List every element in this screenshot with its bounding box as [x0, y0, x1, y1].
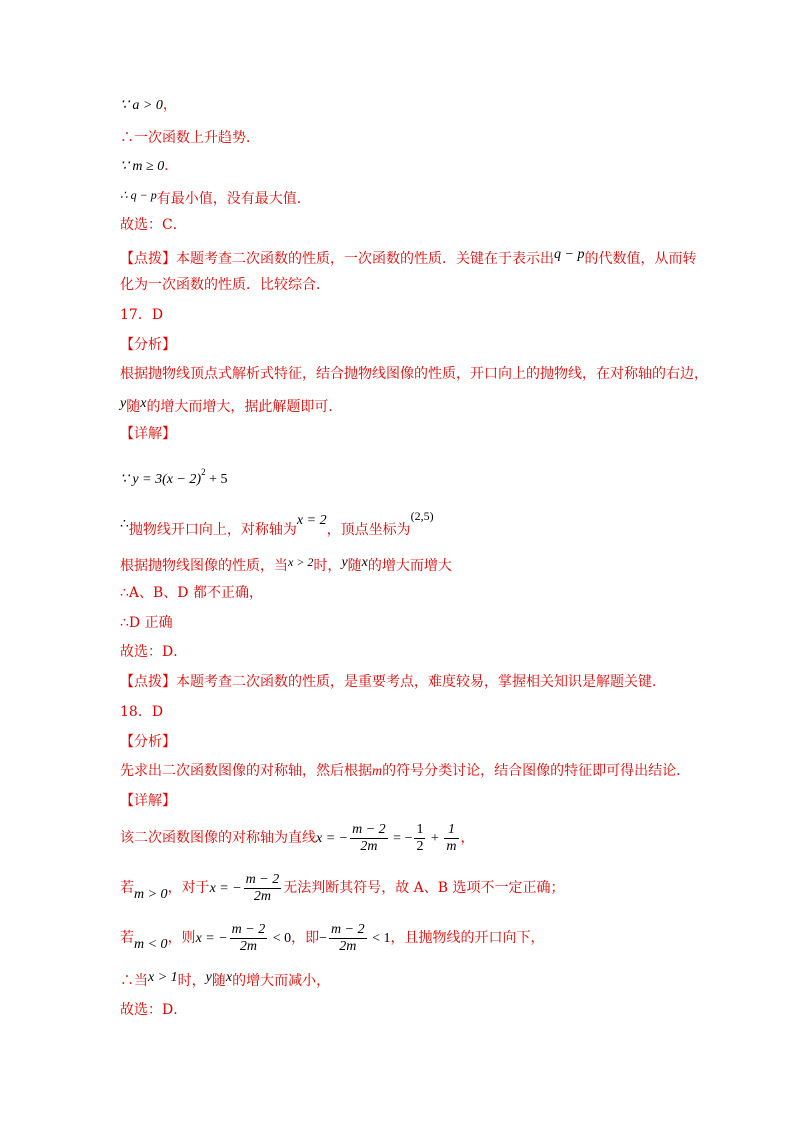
line-3 — [120, 156, 178, 177]
math-eq: = − — [389, 831, 413, 846]
line-7 — [120, 275, 330, 295]
line-19 — [120, 672, 666, 692]
numerator: m − 2 — [245, 871, 280, 887]
fraction — [230, 922, 268, 955]
therefore-symbol: ∴ — [120, 516, 129, 532]
math-q-minus-p: q − p — [554, 247, 585, 262]
var-x: x — [140, 396, 147, 411]
fraction — [444, 822, 458, 855]
text: 的增大而增大 — [367, 558, 452, 574]
denominator: 2m — [360, 838, 378, 854]
heading: 【详解】 — [120, 426, 176, 442]
text: 随 — [126, 399, 141, 415]
math-cond: m > 0 — [134, 887, 168, 902]
text: 若 — [120, 930, 134, 946]
text: 若 — [120, 880, 134, 896]
heading: 【分析】 — [120, 734, 176, 750]
line-17 — [120, 613, 173, 633]
line-28 — [120, 1000, 187, 1020]
denominator: 2 — [416, 838, 424, 854]
text: ，对于 — [167, 880, 210, 896]
math-rel: < 1 — [368, 931, 391, 946]
line-16 — [120, 583, 263, 603]
math-rel: < 0 — [269, 931, 292, 946]
text: 化为一次函数的性质．比较综合． — [120, 277, 330, 293]
heading: 【详解】 — [120, 793, 176, 809]
question-18-answer — [120, 702, 163, 722]
question-17-answer — [120, 305, 163, 325]
line-27 — [120, 968, 330, 991]
math-axis: x = 2 — [296, 513, 327, 528]
text: 有最小值，没有最大值． — [156, 191, 311, 207]
line-1 — [120, 95, 177, 116]
punct: ． — [164, 158, 179, 174]
denominator: 2m — [339, 938, 357, 954]
answer-d: 故选：D． — [120, 1002, 188, 1018]
text: ，顶点坐标为 — [326, 522, 411, 538]
line-13 — [120, 462, 227, 490]
math-lhs: x = − — [195, 931, 228, 946]
line-25 — [120, 870, 565, 913]
var-x: x — [225, 970, 233, 985]
text: 根据抛物线图像的性质，当 — [120, 558, 288, 574]
text: 根据抛物线顶点式解析式特征，结合抛物线图像的性质，开口向上的抛物线，在对称轴的右边， — [120, 366, 708, 382]
math-lhs: x = − — [316, 831, 349, 846]
numerator: m − 2 — [231, 921, 266, 937]
numerator: m − 2 — [331, 921, 365, 937]
math-lhs: x = − — [209, 881, 242, 896]
denominator: 2m — [253, 888, 272, 904]
line-11 — [120, 394, 342, 417]
heading: 【分析】 — [120, 337, 176, 353]
line-10 — [120, 364, 708, 384]
section-detail-2 — [120, 791, 176, 811]
var-x: x — [361, 555, 368, 570]
math-const: + 5 — [205, 472, 228, 487]
text: ，且抛物线的开口向下， — [390, 930, 545, 946]
text: 的符号分类讨论，结合图像的特征即可得出结论． — [382, 763, 691, 779]
math-plus: + — [427, 831, 443, 846]
math-function: ∵ y = 3(x − 2) — [120, 472, 202, 487]
text: 时， — [177, 973, 206, 989]
line-26 — [120, 920, 545, 963]
text: 【点拨】本题考查二次函数的性质，一次函数的性质．关键在于表示出 — [120, 251, 554, 267]
section-analysis — [120, 335, 176, 355]
exponent: 2 — [201, 467, 206, 477]
math-x-gt-2: x > 2 — [288, 555, 314, 569]
math-m-nonneg: ∵ m ≥ 0 — [120, 159, 165, 174]
text: ∴当 — [120, 973, 148, 989]
text: ∴D 正确 — [120, 615, 173, 631]
math-q-minus-p: ∴ q − p — [120, 188, 157, 202]
text: 先求出二次函数图像的对称轴，然后根据 — [120, 763, 372, 779]
text: 随 — [347, 558, 362, 574]
text: 17．D — [120, 307, 164, 323]
answer-d: 故选：D． — [120, 644, 188, 660]
denominator: m — [446, 838, 457, 854]
var-y: y — [341, 555, 348, 570]
line-2 — [120, 128, 260, 148]
punct: ， — [162, 97, 177, 113]
line-22 — [120, 761, 690, 782]
numerator: 1 — [416, 821, 424, 837]
punct: ， — [460, 830, 475, 846]
section-analysis-2 — [120, 732, 176, 752]
math-cond: m < 0 — [134, 937, 168, 952]
math-x-gt-1: x > 1 — [148, 970, 178, 985]
text: 的代数值，从而转 — [584, 251, 697, 267]
text: ∴一次函数上升趋势． — [120, 130, 260, 146]
fraction — [414, 822, 425, 855]
fraction — [244, 872, 282, 905]
line-5 — [120, 215, 187, 235]
text: ，即 — [291, 930, 320, 946]
line-24 — [120, 820, 475, 857]
text: 的增大而减小， — [232, 973, 331, 989]
var-m: m — [372, 764, 383, 779]
section-detail — [120, 424, 176, 444]
var-y: y — [120, 396, 127, 411]
text: 18．D — [120, 704, 164, 720]
numerator: 1 — [444, 822, 458, 839]
text: 随 — [211, 973, 226, 989]
text: 抛物线开口向上，对称轴为 — [128, 522, 297, 538]
math-vertex: (2,5) — [410, 509, 434, 523]
line-6 — [120, 245, 696, 269]
answer-c: 故选：C． — [120, 217, 187, 233]
var-y: y — [205, 970, 212, 985]
line-14 — [120, 506, 434, 540]
text: ∴A、B、D 都不正确， — [120, 585, 263, 601]
line-15 — [120, 552, 452, 576]
math-a-positive: ∵ a > 0 — [120, 98, 163, 113]
line-18 — [120, 642, 187, 662]
fraction — [329, 922, 367, 955]
text: 时， — [313, 558, 342, 574]
fraction — [350, 822, 388, 855]
text: 无法判断其符号，故 A、B 选项不一定正确； — [283, 880, 565, 896]
text: 该二次函数图像的对称轴为直线 — [120, 830, 316, 846]
numerator: m − 2 — [352, 821, 386, 837]
text: 的增大而增大，据此解题即可． — [146, 399, 343, 415]
line-4 — [120, 185, 311, 209]
denominator: 2m — [239, 938, 258, 954]
math-neg: − — [319, 931, 328, 946]
text: 【点拨】本题考查二次函数的性质，是重要考点，难度较易，掌握相关知识是解题关键． — [120, 674, 666, 690]
text: ，则 — [167, 930, 196, 946]
